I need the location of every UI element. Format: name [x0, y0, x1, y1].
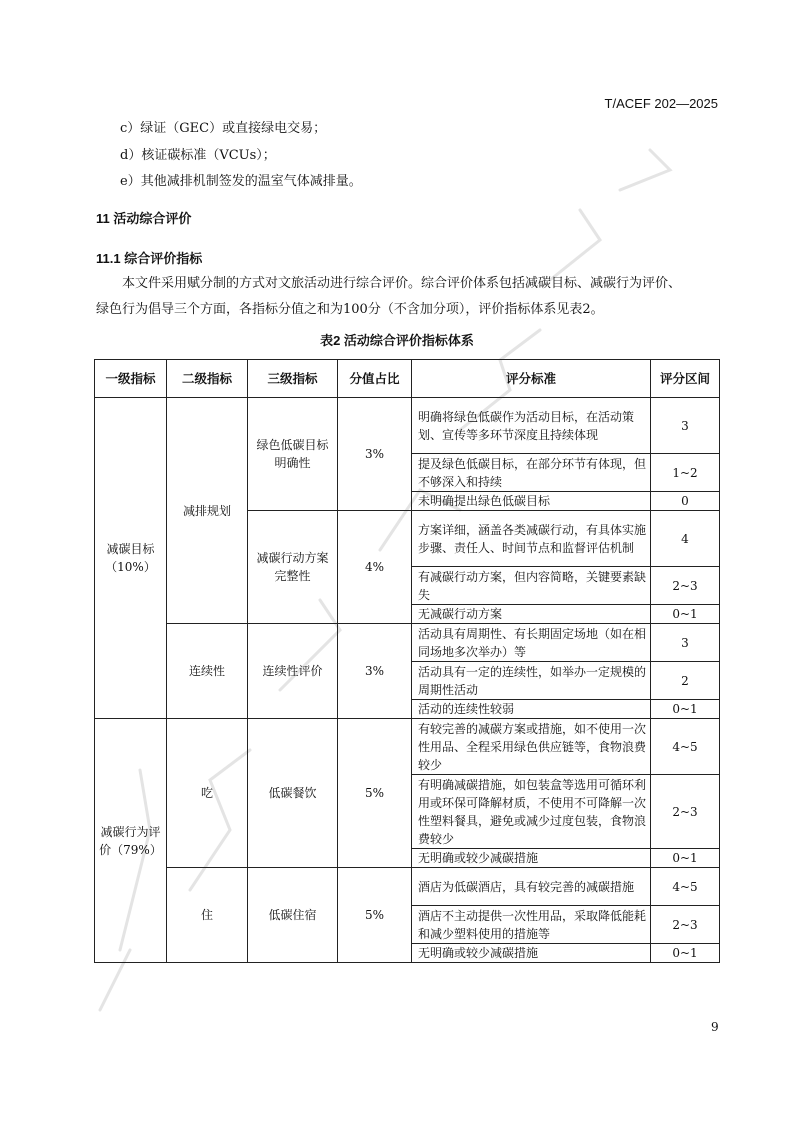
criterion-cell: 方案详细，涵盖各类减碳行动，有具体实施步骤、责任人、时间节点和监督评估机制	[412, 511, 651, 567]
level2-cell: 连续性	[167, 624, 248, 719]
score-cell: 4~5	[651, 719, 720, 775]
score-cell: 2	[651, 662, 720, 700]
score-cell: 0~1	[651, 849, 720, 868]
score-cell: 2~3	[651, 567, 720, 605]
table-row	[95, 624, 720, 662]
evaluation-index-table	[94, 359, 720, 963]
criterion-cell: 明确将绿色低碳作为活动目标，在活动策划、宣传等多环节深度且持续体现	[412, 398, 651, 454]
table-caption: 表2 活动综合评价指标体系	[320, 333, 474, 348]
level3-cell: 绿色低碳目标明确性	[248, 398, 338, 511]
document-code: T/ACEF 202—2025	[604, 96, 718, 111]
criterion-cell: 有减碳行动方案，但内容简略，关键要素缺失	[412, 567, 651, 605]
page-number: 9	[711, 1020, 719, 1034]
header-level2: 二级指标	[167, 360, 248, 398]
score-cell: 0	[651, 492, 720, 511]
score-cell: 4~5	[651, 868, 720, 906]
score-cell: 0~1	[651, 700, 720, 719]
paragraph-line-2: 绿色行为倡导三个方面，各指标分值之和为100分（不含加分项），评价指标体系见表2。	[96, 302, 604, 317]
score-cell: 2~3	[651, 906, 720, 944]
table-header-row	[95, 360, 720, 398]
level3-cell: 连续性评价	[248, 624, 338, 719]
list-item: e）其他减排机制签发的温室气体减排量。	[120, 174, 362, 189]
score-cell: 0~1	[651, 605, 720, 624]
score-cell: 3	[651, 398, 720, 454]
weight-cell: 5%	[338, 868, 412, 963]
criterion-cell: 活动具有周期性、有长期固定场地（如在相同场地多次举办）等	[412, 624, 651, 662]
header-criterion: 评分标准	[412, 360, 651, 398]
table-row	[95, 398, 720, 454]
header-weight: 分值占比	[338, 360, 412, 398]
criterion-cell: 有明确减碳措施，如包装盒等选用可循环利用或环保可降解材质，不使用不可降解一次性塑料餐具，避免或减少过度包装，食物浪费较少	[412, 775, 651, 849]
list-item: d）核证碳标准（VCUs）；	[120, 148, 276, 163]
paragraph-line-1: 本文件采用赋分制的方式对文旅活动进行综合评价。综合评价体系包括减碳目标、减碳行为评价、	[122, 276, 682, 291]
criterion-cell: 无减碳行动方案	[412, 605, 651, 624]
score-cell: 4	[651, 511, 720, 567]
score-cell: 2~3	[651, 775, 720, 849]
level3-cell: 低碳住宿	[248, 868, 338, 963]
header-level1: 一级指标	[95, 360, 167, 398]
criterion-cell: 未明确提出绿色低碳目标	[412, 492, 651, 511]
section-heading: 11 活动综合评价	[96, 211, 192, 226]
criterion-cell: 无明确或较少减碳措施	[412, 944, 651, 963]
header-level3: 三级指标	[248, 360, 338, 398]
criterion-cell: 无明确或较少减碳措施	[412, 849, 651, 868]
weight-cell: 3%	[338, 624, 412, 719]
score-cell: 0~1	[651, 944, 720, 963]
level1-cell: 减碳目标（10%）	[95, 398, 167, 719]
weight-cell: 3%	[338, 398, 412, 511]
level2-cell: 住	[167, 868, 248, 963]
table-row	[95, 719, 720, 775]
level3-cell: 低碳餐饮	[248, 719, 338, 868]
criterion-cell: 有较完善的减碳方案或措施，如不使用一次性用品、全程采用绿色供应链等，食物浪费较少	[412, 719, 651, 775]
list-item: c）绿证（GEC）或直接绿电交易；	[120, 121, 327, 136]
score-cell: 3	[651, 624, 720, 662]
header-score: 评分区间	[651, 360, 720, 398]
level1-cell: 减碳行为评价（79%）	[95, 719, 167, 963]
level2-cell: 减排规划	[167, 398, 248, 624]
subsection-heading: 11.1 综合评价指标	[96, 251, 203, 266]
score-cell: 1~2	[651, 454, 720, 492]
criterion-cell: 酒店为低碳酒店，具有较完善的减碳措施	[412, 868, 651, 906]
level2-cell: 吃	[167, 719, 248, 868]
criterion-cell: 提及绿色低碳目标，在部分环节有体现，但不够深入和持续	[412, 454, 651, 492]
criterion-cell: 活动具有一定的连续性，如举办一定规模的周期性活动	[412, 662, 651, 700]
criterion-cell: 酒店不主动提供一次性用品，采取降低能耗和减少塑料使用的措施等	[412, 906, 651, 944]
weight-cell: 5%	[338, 719, 412, 868]
level3-cell: 减碳行动方案完整性	[248, 511, 338, 624]
table-row	[95, 868, 720, 906]
criterion-cell: 活动的连续性较弱	[412, 700, 651, 719]
weight-cell: 4%	[338, 511, 412, 624]
